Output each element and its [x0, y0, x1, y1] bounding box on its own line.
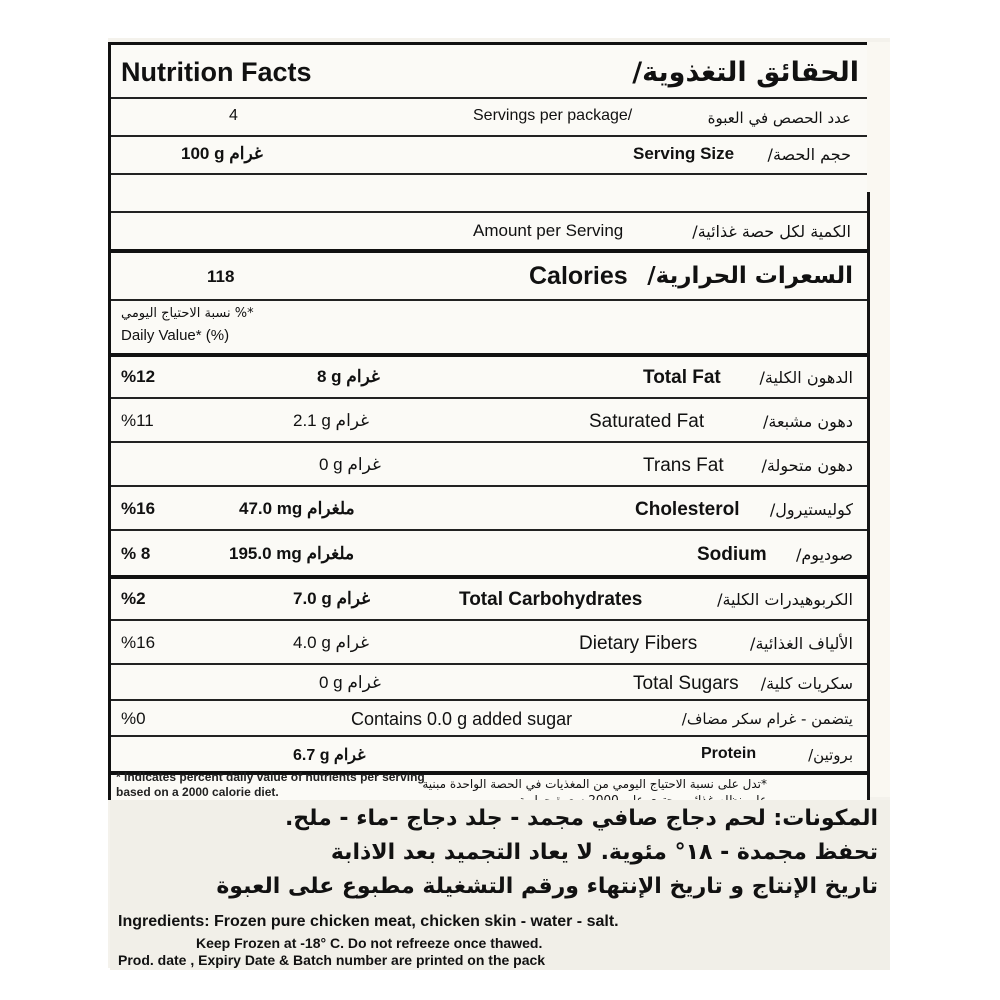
serving-size-ar: حجم الحصة/ — [767, 145, 851, 164]
servings-en: Servings per package/ — [473, 107, 633, 124]
nutrient-ar: الكربوهيدرات الكلية/ — [717, 590, 853, 609]
amount-en: Amount per Serving — [473, 221, 624, 240]
header-en: Nutrition Facts — [121, 57, 312, 87]
pct: %2 — [121, 589, 146, 608]
nutrition-facts-table — [108, 42, 867, 800]
header-ar: الحقائق التغذوية/ — [632, 57, 859, 88]
ingredients-en-1: Ingredients: Frozen pure chicken meat, chicken skin - water - salt. — [118, 913, 619, 930]
added-sugar-pct: %0 — [121, 709, 146, 728]
daily-value-header-row — [111, 301, 867, 357]
amount: 195.0 mg ملغرام — [229, 544, 355, 563]
nutrient-row-cholesterol — [111, 487, 867, 531]
protein-ar: بروتين/ — [808, 746, 853, 764]
ingredients-en-3: Prod. date , Expiry Date & Batch number are printed on the pack — [118, 952, 546, 968]
nutrient-en: Cholesterol — [635, 499, 740, 520]
nutrient-ar: صوديوم/ — [796, 545, 853, 564]
calories-ar: السعرات الحرارية/ — [647, 263, 853, 289]
nutrient-row-dietary-fibers — [111, 621, 867, 665]
nutrient-en: Sodium — [697, 544, 767, 565]
serving-size-en: Serving Size — [633, 144, 735, 163]
protein-amount: 6.7 g غرام — [293, 747, 366, 764]
nutrient-row-saturated-fat — [111, 399, 867, 443]
serving-size-value: 100 g غرام — [181, 144, 263, 163]
nutrient-ar: دهون متحولة/ — [761, 456, 853, 475]
added-sugar-ar: يتضمن - غرام سكر مضاف/ — [681, 710, 853, 728]
servings-value: 4 — [229, 107, 238, 124]
amount: 0 g غرام — [319, 673, 381, 692]
protein-en: Protein — [701, 745, 757, 762]
nutrient-row-total-sugars — [111, 665, 867, 701]
nutrient-ar: دهون مشبعة/ — [762, 412, 853, 431]
header-row — [111, 45, 867, 99]
amount: 8 g غرام — [317, 367, 380, 386]
ingredients-section — [110, 800, 890, 970]
pct: %11 — [121, 411, 154, 430]
nutrient-ar: الألياف الغذائية/ — [750, 634, 853, 653]
nutrient-en: Total Fat — [643, 367, 721, 388]
nutrient-ar: سكريات كلية/ — [760, 674, 853, 693]
nutrient-ar: كوليستيرول/ — [769, 500, 853, 519]
amount: 7.0 g غرام — [293, 589, 370, 608]
amount: 2.1 g غرام — [293, 411, 370, 430]
nutrient-row-sodium — [111, 531, 867, 579]
servings-row — [111, 99, 867, 137]
amount: 4.0 g غرام — [293, 633, 370, 652]
calories-value: 118 — [207, 267, 235, 286]
amount: 47.0 mg ملغرام — [239, 499, 355, 518]
nutrient-en: Total Sugars — [633, 673, 739, 694]
blank-row — [111, 175, 867, 213]
added-sugar-en: Contains 0.0 g added sugar — [351, 709, 573, 729]
nutrient-en: Total Carbohydrates — [459, 589, 643, 610]
nutrient-row-trans-fat — [111, 443, 867, 487]
nutrient-row-total-carbohydrates — [111, 579, 867, 621]
nutrient-ar: الدهون الكلية/ — [759, 368, 853, 387]
added-sugar-row — [111, 701, 867, 737]
calories-en: Calories — [529, 262, 628, 290]
pct: %16 — [121, 633, 156, 652]
footnote-en-2: based on a 2000 calorie diet. — [116, 785, 279, 799]
dv-header-ar: نسبة الاحتياج اليومي %* — [121, 306, 254, 321]
pct: % 8 — [121, 544, 151, 563]
ingredients-ar-3: تاريخ الإنتاج و تاريخ الإنتهاء ورقم التشغيلة مطبوع على العبوة — [216, 874, 878, 899]
serving-size-row — [111, 137, 867, 175]
pct: %16 — [121, 499, 156, 518]
nutrient-en: Dietary Fibers — [579, 633, 698, 654]
amount-ar: الكمية لكل حصة غذائية/ — [692, 222, 851, 241]
amount: 0 g غرام — [319, 455, 381, 474]
nutrient-row-total-fat — [111, 357, 867, 399]
servings-ar: عدد الحصص في العبوة — [707, 109, 851, 127]
amount-row — [111, 213, 867, 253]
ingredients-en-2: Keep Frozen at -18° C. Do not refreeze once thawed. — [196, 935, 543, 951]
nutrient-en: Saturated Fat — [589, 411, 705, 432]
ingredients-ar-1: المكونات: لحم دجاج صافي مجمد - جلد دجاج -ماء - ملح. — [284, 806, 878, 831]
ingredients-ar-2: تحفظ مجمدة - ١٨° مئوية. لا يعاد التجميد بعد الاذابة — [330, 840, 878, 865]
calories-row — [111, 253, 867, 301]
footnote-ar-1: *تدل على نسبة الاحتياج اليومي من المغذيات في الحصة الواحدة مبنية — [422, 777, 767, 791]
footnote-en-1: * Indicates percent daily value of nutrients per serving — [116, 770, 425, 784]
dv-header-en: Daily Value* (%) — [121, 327, 230, 344]
nutrient-en: Trans Fat — [643, 455, 724, 476]
pct: %12 — [121, 367, 156, 386]
